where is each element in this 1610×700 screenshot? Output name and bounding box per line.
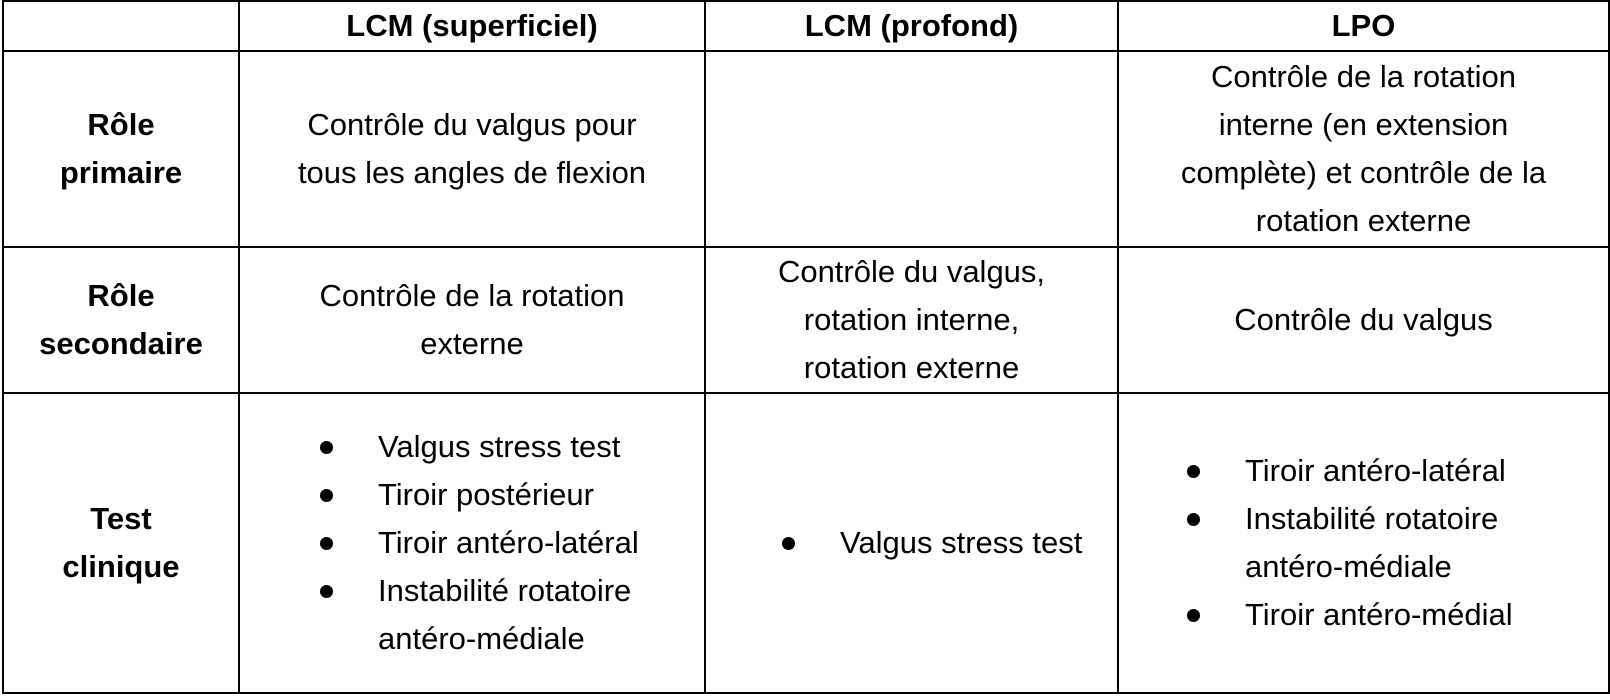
cell-role-primaire-lcm-profond	[705, 51, 1118, 247]
bullet-icon	[320, 585, 333, 598]
cell-test-clinique-lcm-superficiel	[239, 393, 705, 693]
list-item: Valgus stress test	[314, 423, 694, 471]
list-item: Tiroir antéro-latéral	[314, 519, 694, 567]
table-row-role-primaire	[3, 51, 1609, 247]
cell-role-secondaire-lcm-profond: Contrôle du valgus, rotation interne, rotation externe	[705, 247, 1118, 393]
bullet-list	[314, 423, 694, 663]
list-item: Instabilité rotatoire antéro-médiale	[1181, 495, 1598, 591]
row-label-role-secondaire: Rôle secondaire	[3, 247, 239, 393]
list-item: Tiroir postérieur	[314, 471, 694, 519]
bullet-icon	[1187, 609, 1200, 622]
cell-test-clinique-lcm-profond	[705, 393, 1118, 693]
bullet-icon	[320, 489, 333, 502]
cell-role-primaire-lcm-superficiel: Contrôle du valgus pour tous les angles de flexion	[239, 51, 705, 247]
table-row-test-clinique	[3, 393, 1609, 693]
header-lpo: LPO	[1118, 1, 1609, 51]
list-item: Tiroir antéro-latéral	[1181, 447, 1598, 495]
bullet-list	[1181, 447, 1598, 639]
header-lcm-superficiel: LCM (superficiel)	[239, 1, 705, 51]
cell-role-secondaire-lpo: Contrôle du valgus	[1118, 247, 1609, 393]
row-label-role-primaire: Rôle primaire	[3, 51, 239, 247]
table-row-role-secondaire	[3, 247, 1609, 393]
list-item: Tiroir antéro-médial	[1181, 591, 1598, 639]
cell-role-primaire-lpo: Contrôle de la rotation interne (en extension complète) et contrôle de la rotation externe	[1118, 51, 1609, 247]
bullet-icon	[1187, 465, 1200, 478]
header-corner-cell	[3, 1, 239, 51]
cell-test-clinique-lpo	[1118, 393, 1609, 693]
bullet-icon	[320, 537, 333, 550]
ligament-comparison-table	[2, 0, 1610, 694]
list-item: Instabilité rotatoire antéro-médiale	[314, 567, 694, 663]
row-label-test-clinique: Test clinique	[3, 393, 239, 693]
header-row	[3, 1, 1609, 51]
header-lcm-profond: LCM (profond)	[705, 1, 1118, 51]
list-item: Valgus stress test	[776, 519, 1107, 567]
bullet-icon	[782, 537, 795, 550]
bullet-icon	[320, 441, 333, 454]
bullet-icon	[1187, 513, 1200, 526]
cell-role-secondaire-lcm-superficiel: Contrôle de la rotation externe	[239, 247, 705, 393]
bullet-list	[776, 519, 1107, 567]
